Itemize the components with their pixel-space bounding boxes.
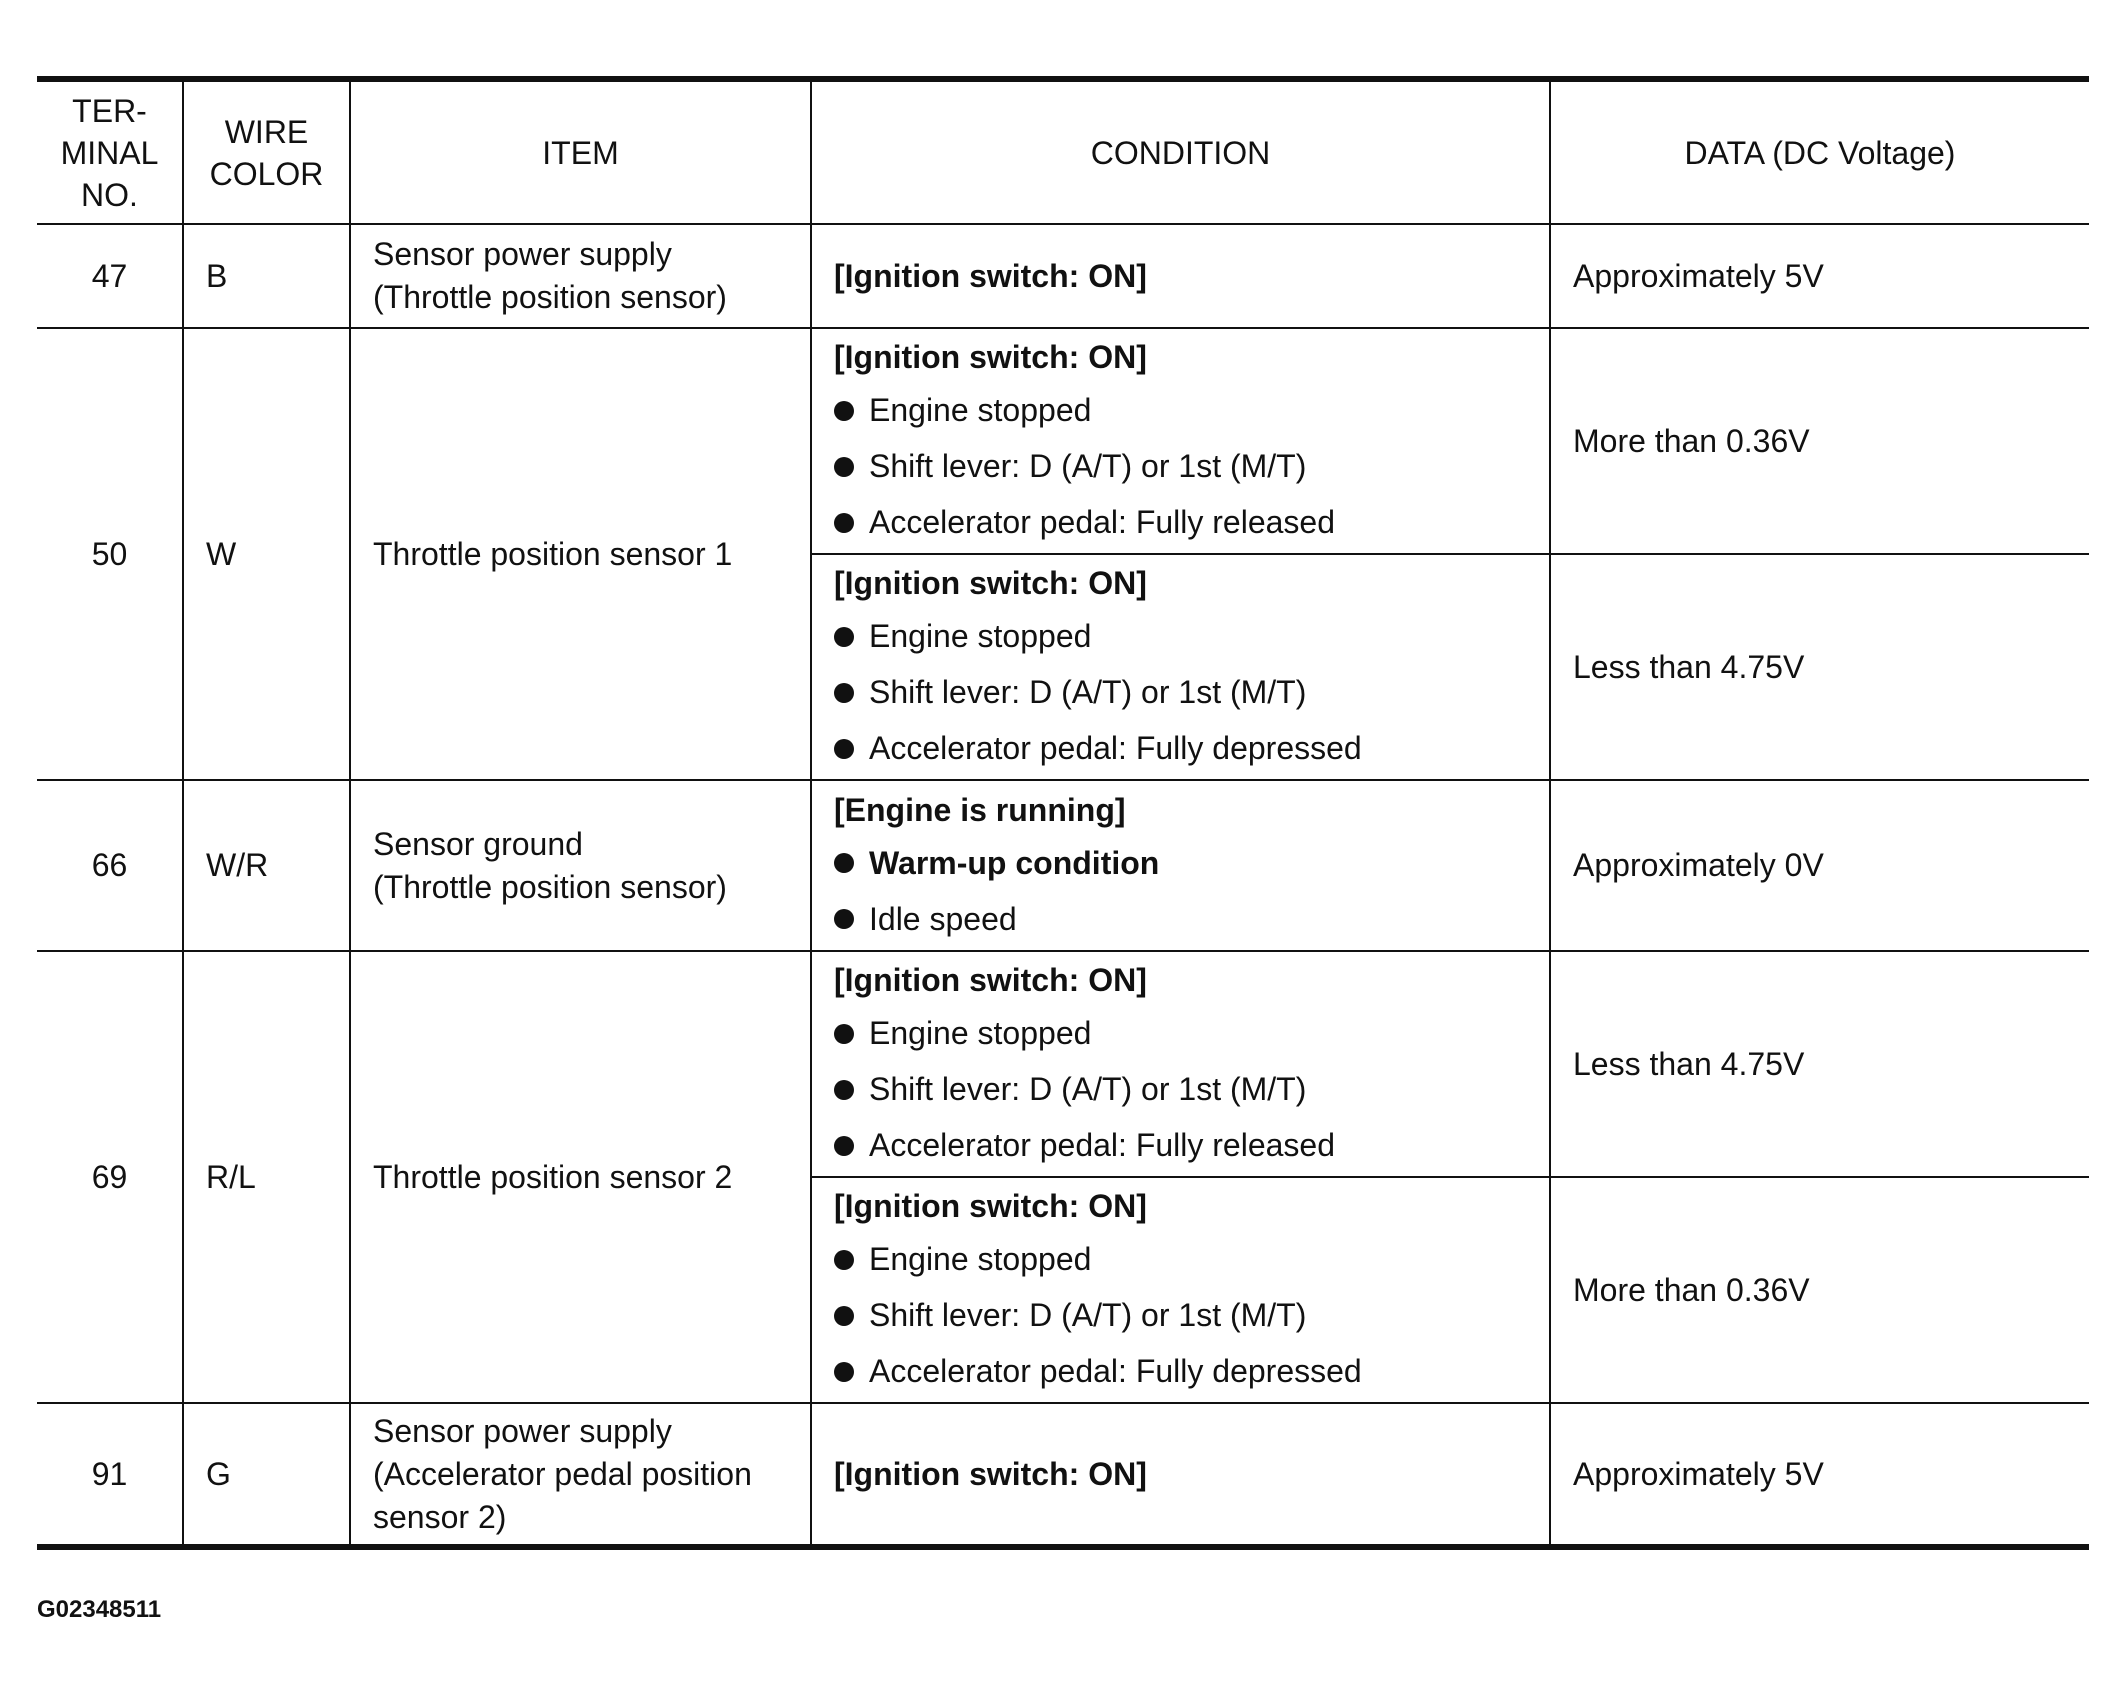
bullet-dot-icon — [834, 853, 854, 873]
condition-bullet — [834, 1343, 1549, 1399]
table-row — [37, 951, 2089, 1177]
voltage-data-cell: Approximately 0V — [1550, 780, 2089, 951]
condition-heading: [Ignition switch: ON] — [834, 565, 1147, 601]
condition-bullet-text: Engine stopped — [869, 618, 1092, 654]
terminal-cell: 66 — [37, 780, 183, 951]
condition-bullet-text: Accelerator pedal: Fully depressed — [869, 1353, 1362, 1389]
voltage-data-cell: More than 0.36V — [1550, 1177, 2089, 1403]
item-cell: Sensor power supply (Accelerator pedal position sensor 2) — [350, 1403, 811, 1547]
voltage-data-cell: Approximately 5V — [1550, 224, 2089, 328]
condition-bullet-text: Warm-up condition — [869, 844, 1160, 881]
wire-color-cell: R/L — [183, 951, 350, 1403]
condition-bullet — [834, 1117, 1549, 1173]
header-item: ITEM — [350, 79, 811, 224]
item-cell: Sensor ground (Throttle position sensor) — [350, 780, 811, 951]
header-terminal: TER- MINAL NO. — [37, 79, 183, 224]
condition-bullet — [834, 891, 1549, 947]
condition-cell — [811, 951, 1550, 1177]
wire-color-cell: G — [183, 1403, 350, 1547]
condition-bullet-text: Shift lever: D (A/T) or 1st (M/T) — [869, 448, 1307, 484]
condition-bullet-text: Engine stopped — [869, 1241, 1092, 1277]
item-cell: Throttle position sensor 1 — [350, 328, 811, 780]
condition-cell — [811, 224, 1550, 328]
condition-bullet-text: Accelerator pedal: Fully released — [869, 1127, 1336, 1163]
condition-heading: [Ignition switch: ON] — [834, 258, 1147, 294]
wire-color-cell: W/R — [183, 780, 350, 951]
bullet-dot-icon — [834, 683, 854, 703]
wire-color-cell: W — [183, 328, 350, 780]
condition-bullet — [834, 1231, 1549, 1287]
condition-heading: [Ignition switch: ON] — [834, 339, 1147, 375]
terminal-cell: 50 — [37, 328, 183, 780]
bullet-dot-icon — [834, 1136, 854, 1156]
bullet-dot-icon — [834, 1080, 854, 1100]
condition-bullet-text: Accelerator pedal: Fully released — [869, 504, 1336, 540]
condition-bullet — [834, 608, 1549, 664]
table-row — [37, 1403, 2089, 1547]
condition-bullet-text: Engine stopped — [869, 392, 1092, 428]
condition-heading: [Ignition switch: ON] — [834, 1456, 1147, 1492]
table-row — [37, 224, 2089, 328]
condition-cell — [811, 780, 1550, 951]
bullet-dot-icon — [834, 1362, 854, 1382]
condition-bullet — [834, 835, 1549, 891]
condition-bullet — [834, 1061, 1549, 1117]
condition-bullet-text: Engine stopped — [869, 1015, 1092, 1051]
condition-heading: [Ignition switch: ON] — [834, 962, 1147, 998]
terminal-data-table — [37, 76, 2089, 1550]
condition-bullet-text: Shift lever: D (A/T) or 1st (M/T) — [869, 1297, 1307, 1333]
condition-bullet-text: Shift lever: D (A/T) or 1st (M/T) — [869, 674, 1307, 710]
condition-heading: [Ignition switch: ON] — [834, 1188, 1147, 1224]
header-data: DATA (DC Voltage) — [1550, 79, 2089, 224]
header-row — [37, 79, 2089, 224]
condition-cell — [811, 1177, 1550, 1403]
terminal-cell: 91 — [37, 1403, 183, 1547]
bullet-dot-icon — [834, 739, 854, 759]
bullet-dot-icon — [834, 1024, 854, 1044]
condition-bullet-text: Shift lever: D (A/T) or 1st (M/T) — [869, 1071, 1307, 1107]
condition-bullet-text: Accelerator pedal: Fully depressed — [869, 730, 1362, 766]
table-row — [37, 328, 2089, 554]
condition-bullet — [834, 720, 1549, 776]
table-row — [37, 780, 2089, 951]
bullet-dot-icon — [834, 401, 854, 421]
bullet-dot-icon — [834, 513, 854, 533]
condition-bullet-text: Idle speed — [869, 900, 1017, 937]
condition-cell — [811, 1403, 1550, 1547]
condition-bullet — [834, 1005, 1549, 1061]
bullet-dot-icon — [834, 909, 854, 929]
condition-cell — [811, 554, 1550, 780]
condition-bullet — [834, 438, 1549, 494]
figure-code: G02348511 — [37, 1596, 162, 1623]
bullet-dot-icon — [834, 1250, 854, 1270]
condition-bullet — [834, 664, 1549, 720]
bullet-dot-icon — [834, 1306, 854, 1326]
header-wire-color: WIRE COLOR — [183, 79, 350, 224]
condition-cell — [811, 328, 1550, 554]
item-cell: Throttle position sensor 2 — [350, 951, 811, 1403]
item-cell: Sensor power supply (Throttle position sensor) — [350, 224, 811, 328]
terminal-cell: 47 — [37, 224, 183, 328]
bullet-dot-icon — [834, 457, 854, 477]
condition-bullet — [834, 494, 1549, 550]
voltage-data-cell: Less than 4.75V — [1550, 554, 2089, 780]
bullet-dot-icon — [834, 627, 854, 647]
terminal-cell: 69 — [37, 951, 183, 1403]
condition-bullet — [834, 1287, 1549, 1343]
header-condition: CONDITION — [811, 79, 1550, 224]
voltage-data-cell: Less than 4.75V — [1550, 951, 2089, 1177]
condition-heading: [Engine is running] — [834, 791, 1126, 828]
condition-bullet — [834, 382, 1549, 438]
voltage-data-cell: Approximately 5V — [1550, 1403, 2089, 1547]
voltage-data-cell: More than 0.36V — [1550, 328, 2089, 554]
wire-color-cell: B — [183, 224, 350, 328]
